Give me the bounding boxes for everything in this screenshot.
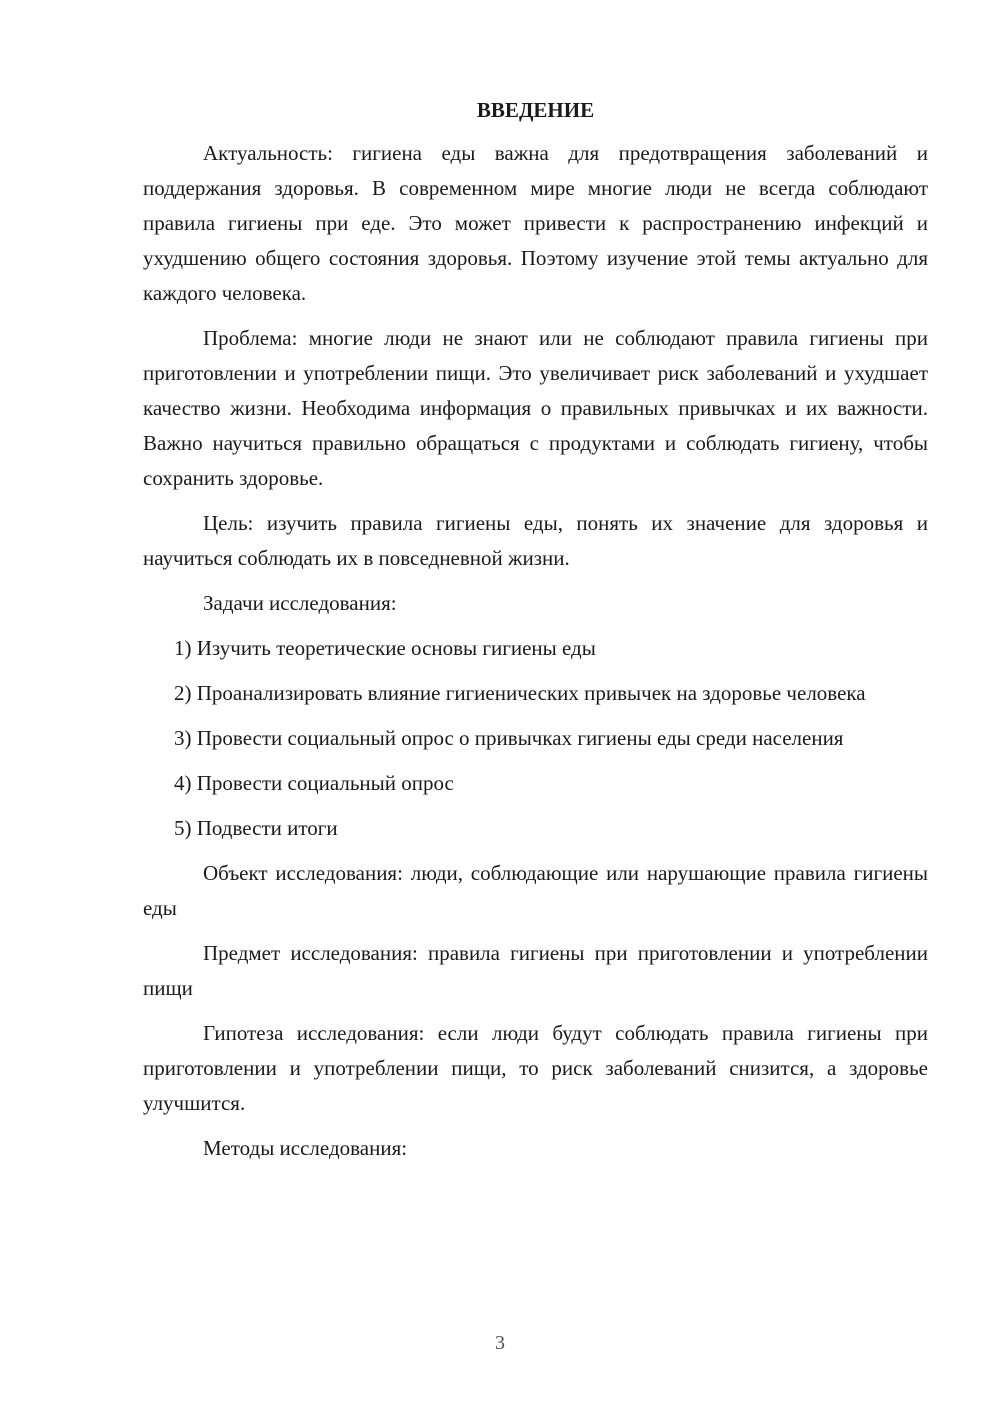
paragraph-goal: Цель: изучить правила гигиены еды, понять их значение для здоровья и научиться соблюдать их в повседневной жизни. [143,511,928,570]
task-item: 3) Провести социальный опрос о привычках гигиены еды среди населения [174,726,844,750]
paragraph-methods: Методы исследования: [203,1136,408,1160]
page-number: 3 [495,1332,505,1354]
task-item: 4) Провести социальный опрос [174,771,454,795]
page-content [143,96,928,1176]
task-item: 5) Подвести итоги [174,816,338,840]
task-item: 1) Изучить теоретические основы гигиены еды [174,636,596,660]
paragraph-relevance: Актуальность: гигиена еды важна для предотвращения заболеваний и поддержания здоровья. В современном мире многие люди не всегда соблюдают правила гигиены при еде. Это может привести к распространению инфекций и ухудшению общего состояния здоровья. Поэтому изучение этой темы актуально для каждого человека. [143,141,928,305]
paragraph-hypothesis: Гипотеза исследования: если люди будут соблюдать правила гигиены при приготовлении и употреблении пищи, то риск заболеваний снизится, а здоровье улучшится. [143,1021,928,1115]
paragraph-tasks-heading: Задачи исследования: [203,591,397,615]
page-title: ВВЕДЕНИЕ [476,98,595,122]
task-item: 2) Проанализировать влияние гигиенических привычек на здоровье человека [174,681,866,705]
paragraph-subject: Предмет исследования: правила гигиены при приготовлении и употреблении пищи [143,941,928,1000]
paragraph-object: Объект исследования: люди, соблюдающие или нарушающие правила гигиены еды [143,861,928,920]
paragraph-problem: Проблема: многие люди не знают или не соблюдают правила гигиены при приготовлении и употреблении пищи. Это увеличивает риск заболеваний и ухудшает качество жизни. Необходима информация о правильных привычках и их важности. Важно научиться правильно обращаться с продуктами и соблюдать гигиену, чтобы сохранить здоровье. [143,326,928,490]
